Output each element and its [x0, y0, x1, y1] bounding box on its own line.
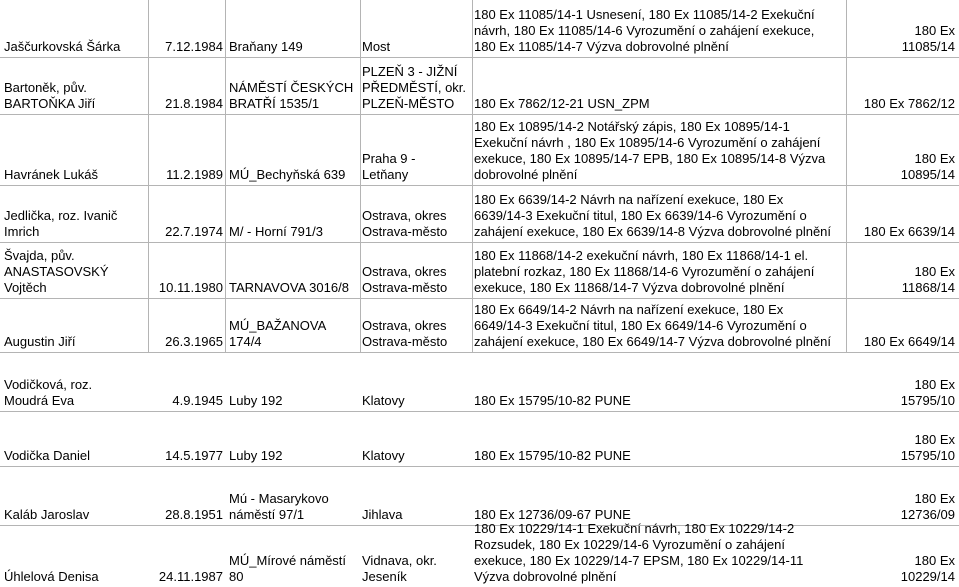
date-cell — [148, 39, 223, 55]
region-cell-line: Ostrava-město — [362, 334, 448, 349]
file-cell-line: 180 Ex — [914, 151, 955, 166]
region-cell — [362, 448, 472, 464]
name-cell — [4, 248, 146, 296]
region-cell — [362, 39, 472, 55]
file-cell-line: 180 Ex — [914, 377, 955, 392]
address-cell-line: M/ - Horní 791/3 — [229, 224, 323, 239]
record-cell-line: 180 Ex 11085/14-7 Výzva dobrovolné plnění — [474, 39, 729, 54]
address-cell — [229, 491, 360, 523]
column-divider — [472, 0, 473, 352]
region-cell-line: Klatovy — [362, 448, 405, 463]
date-cell-line: 26.3.1965 — [165, 334, 223, 349]
date-cell-line: 28.8.1951 — [165, 507, 223, 522]
record-cell-line: 180 Ex 12736/09-67 PUNE — [474, 507, 631, 522]
record-cell-line: zahájení exekuce, 180 Ex 6649/14-7 Výzva dobrovolné plnění — [474, 334, 832, 349]
file-cell-line: 10895/14 — [900, 167, 955, 182]
column-divider — [360, 0, 361, 352]
region-cell — [362, 64, 472, 112]
record-cell — [474, 521, 846, 585]
name-cell-line: Vodička Daniel — [4, 448, 90, 463]
address-cell — [229, 167, 360, 183]
address-cell-line: BRATŘÍ 1535/1 — [229, 96, 320, 111]
address-cell-line: Braňany 149 — [229, 39, 303, 54]
address-cell — [229, 318, 360, 350]
address-cell-line: MÚ_Bechyňská 639 — [229, 167, 346, 182]
region-cell-line: PLZEŇ-MĚSTO — [362, 96, 455, 111]
address-cell — [229, 80, 360, 112]
region-cell-line: Ostrava-město — [362, 224, 448, 239]
file-cell — [848, 264, 955, 296]
file-cell-line: 10229/14 — [900, 569, 955, 584]
file-cell — [848, 432, 955, 464]
record-cell — [474, 448, 846, 464]
region-cell-line: Vidnava, okr. — [362, 553, 437, 568]
name-cell — [4, 167, 146, 183]
name-cell — [4, 507, 146, 523]
name-cell — [4, 39, 146, 55]
row-divider — [0, 298, 959, 299]
name-cell-line: Jedlička, roz. Ivanič — [4, 208, 118, 223]
date-cell — [148, 334, 223, 350]
row-divider — [0, 411, 959, 412]
name-cell — [4, 377, 146, 409]
row-divider — [0, 352, 959, 353]
file-cell-line: 11085/14 — [901, 39, 955, 54]
record-cell — [474, 119, 846, 183]
address-cell-line: náměstí 97/1 — [229, 507, 305, 522]
address-cell-line: Mú - Masarykovo — [229, 491, 329, 506]
record-cell-line: dobrovolné plnění — [474, 167, 578, 182]
record-cell-line: exekuce, 180 Ex 11868/14-7 Výzva dobrovolné plnění — [474, 280, 785, 295]
region-cell-line: Ostrava-město — [362, 280, 448, 295]
address-cell — [229, 39, 360, 55]
file-cell-line: 180 Ex — [914, 491, 955, 506]
file-cell-line: 180 Ex — [914, 553, 955, 568]
address-cell-line: NÁMĚSTÍ ČESKÝCH — [229, 80, 354, 95]
address-cell — [229, 448, 360, 464]
address-cell — [229, 280, 360, 296]
date-cell — [148, 167, 223, 183]
row-divider — [0, 57, 959, 58]
record-cell — [474, 7, 846, 55]
record-cell — [474, 302, 846, 350]
file-cell — [848, 491, 955, 523]
region-cell-line: Jihlava — [362, 507, 403, 522]
date-cell-line: 11.2.1989 — [166, 167, 223, 182]
address-cell-line: Luby 192 — [229, 448, 283, 463]
name-cell — [4, 80, 146, 112]
region-cell — [362, 264, 472, 296]
file-cell-line: 180 Ex — [914, 432, 955, 447]
date-cell-line: 22.7.1974 — [165, 224, 223, 239]
row-divider — [0, 185, 959, 186]
record-cell-line: exekuce, 180 Ex 10895/14-7 EPB, 180 Ex 10895/14-8 Výzva — [474, 151, 826, 166]
record-cell-line: platební rozkaz, 180 Ex 11868/14-6 Vyrozumění o zahájení — [474, 264, 815, 279]
record-cell-line: 180 Ex 10229/14-1 Exekuční návrh, 180 Ex 10229/14-2 — [474, 521, 795, 536]
file-cell-line: 11868/14 — [901, 280, 955, 295]
name-cell-line: Augustin Jiří — [4, 334, 76, 349]
date-cell — [148, 96, 223, 112]
record-cell-line: 180 Ex 11868/14-2 exekuční návrh, 180 Ex 11868/14-1 el. — [474, 248, 809, 263]
file-cell — [848, 96, 955, 112]
name-cell-line: BARTOŇKA Jiří — [4, 96, 96, 111]
record-cell-line: 180 Ex 15795/10-82 PUNE — [474, 448, 631, 463]
record-cell-line: 180 Ex 7862/12-21 USN_ZPM — [474, 96, 650, 111]
region-cell-line: Ostrava, okres — [362, 208, 447, 223]
file-cell — [848, 23, 955, 55]
name-cell-line: Jaščurkovská Šárka — [4, 39, 121, 54]
record-cell — [474, 248, 846, 296]
name-cell-line: Havránek Lukáš — [4, 167, 98, 182]
date-cell-line: 14.5.1977 — [165, 448, 223, 463]
date-cell-line: 4.9.1945 — [172, 393, 223, 408]
record-cell-line: 180 Ex 6639/14-2 Návrh na nařízení exekuce, 180 Ex — [474, 192, 784, 207]
row-divider — [0, 466, 959, 467]
region-cell-line: Praha 9 - — [362, 151, 416, 166]
address-cell-line: MÚ_Mírové náměstí — [229, 553, 347, 568]
address-cell-line: 174/4 — [229, 334, 262, 349]
name-cell — [4, 334, 146, 350]
date-cell — [148, 507, 223, 523]
address-cell-line: 80 — [229, 569, 244, 584]
row-divider — [0, 114, 959, 115]
record-cell-line: Exekuční návrh , 180 Ex 10895/14-6 Vyrozumění o zahájení — [474, 135, 821, 150]
name-cell — [4, 569, 146, 585]
record-cell-line: Výzva dobrovolné plnění — [474, 569, 617, 584]
file-cell-line: 12736/09 — [900, 507, 955, 522]
address-cell — [229, 224, 360, 240]
date-cell — [148, 393, 223, 409]
name-cell-line: ANASTASOVSKÝ — [4, 264, 109, 279]
record-cell — [474, 393, 846, 409]
region-cell-line: Klatovy — [362, 393, 405, 408]
address-cell-line: MÚ_BAŽANOVA — [229, 318, 327, 333]
record-cell-line: 180 Ex 15795/10-82 PUNE — [474, 393, 631, 408]
name-cell-line: Švajda, pův. — [4, 248, 75, 263]
file-cell-line: 180 Ex 6639/14 — [863, 224, 955, 239]
file-cell-line: 180 Ex 6649/14 — [863, 334, 955, 349]
name-cell — [4, 448, 146, 464]
date-cell — [148, 280, 223, 296]
name-cell-line: Vojtěch — [4, 280, 47, 295]
file-cell-line: 180 Ex — [914, 264, 955, 279]
file-cell-line: 180 Ex 7862/12 — [863, 96, 955, 111]
region-cell-line: Jeseník — [362, 569, 407, 584]
file-cell — [848, 334, 955, 350]
date-cell-line: 10.11.1980 — [158, 280, 223, 295]
region-cell — [362, 393, 472, 409]
address-cell-line: Luby 192 — [229, 393, 283, 408]
record-cell-line: 6649/14-3 Exekuční titul, 180 Ex 6649/14-6 Vyrozumění o — [474, 318, 807, 333]
name-cell-line: Vodičková, roz. — [4, 377, 93, 392]
date-cell-line: 7.12.1984 — [165, 39, 223, 54]
region-cell-line: PLZEŇ 3 - JIŽNÍ — [362, 64, 458, 79]
record-cell-line: Rozsudek, 180 Ex 10229/14-6 Vyrozumění o zahájení — [474, 537, 785, 552]
name-cell-line: Imrich — [4, 224, 40, 239]
record-cell-line: 180 Ex 6649/14-2 Návrh na nařízení exekuce, 180 Ex — [474, 302, 784, 317]
region-cell-line: PŘEDMĚSTÍ, okr. — [362, 80, 467, 95]
file-cell-line: 15795/10 — [900, 393, 955, 408]
row-divider — [0, 242, 959, 243]
date-cell-line: 24.11.1987 — [158, 569, 223, 584]
file-cell — [848, 224, 955, 240]
record-cell-line: 180 Ex 11085/14-1 Usnesení, 180 Ex 11085/14-2 Exekuční — [474, 7, 815, 22]
region-cell-line: Ostrava, okres — [362, 264, 447, 279]
record-cell-line: 180 Ex 10895/14-2 Notářský zápis, 180 Ex 10895/14-1 — [474, 119, 790, 134]
region-cell — [362, 208, 472, 240]
region-cell-line: Most — [362, 39, 391, 54]
date-cell — [148, 448, 223, 464]
record-cell-line: zahájení exekuce, 180 Ex 6639/14-8 Výzva dobrovolné plnění — [474, 224, 832, 239]
date-cell-line: 21.8.1984 — [165, 96, 223, 111]
name-cell-line: Kaláb Jaroslav — [4, 507, 90, 522]
address-cell — [229, 553, 360, 585]
region-cell-line: Ostrava, okres — [362, 318, 447, 333]
date-cell — [148, 569, 223, 585]
file-cell-line: 180 Ex — [914, 23, 955, 38]
region-cell — [362, 318, 472, 350]
record-cell-line: exekuce, 180 Ex 10229/14-7 EPSM, 180 Ex 10229/14-11 — [474, 553, 804, 568]
name-cell — [4, 208, 146, 240]
file-cell — [848, 553, 955, 585]
column-divider — [225, 0, 226, 352]
region-cell-line: Letňany — [362, 167, 409, 182]
record-cell-line: 6639/14-3 Exekuční titul, 180 Ex 6639/14-6 Vyrozumění o — [474, 208, 807, 223]
record-cell — [474, 96, 846, 112]
region-cell — [362, 507, 472, 523]
name-cell-line: Úhlelová Denisa — [4, 569, 99, 584]
file-cell — [848, 377, 955, 409]
address-cell-line: TARNAVOVA 3016/8 — [229, 280, 349, 295]
record-cell-line: návrh, 180 Ex 11085/14-6 Vyrozumění o zahájení exekuce, — [474, 23, 815, 38]
address-cell — [229, 393, 360, 409]
file-cell — [848, 151, 955, 183]
date-cell — [148, 224, 223, 240]
record-cell — [474, 192, 846, 240]
region-cell — [362, 553, 472, 585]
region-cell — [362, 151, 472, 183]
column-divider — [846, 0, 847, 352]
file-cell-line: 15795/10 — [900, 448, 955, 463]
name-cell-line: Bartoněk, pův. — [4, 80, 87, 95]
name-cell-line: Moudrá Eva — [4, 393, 75, 408]
